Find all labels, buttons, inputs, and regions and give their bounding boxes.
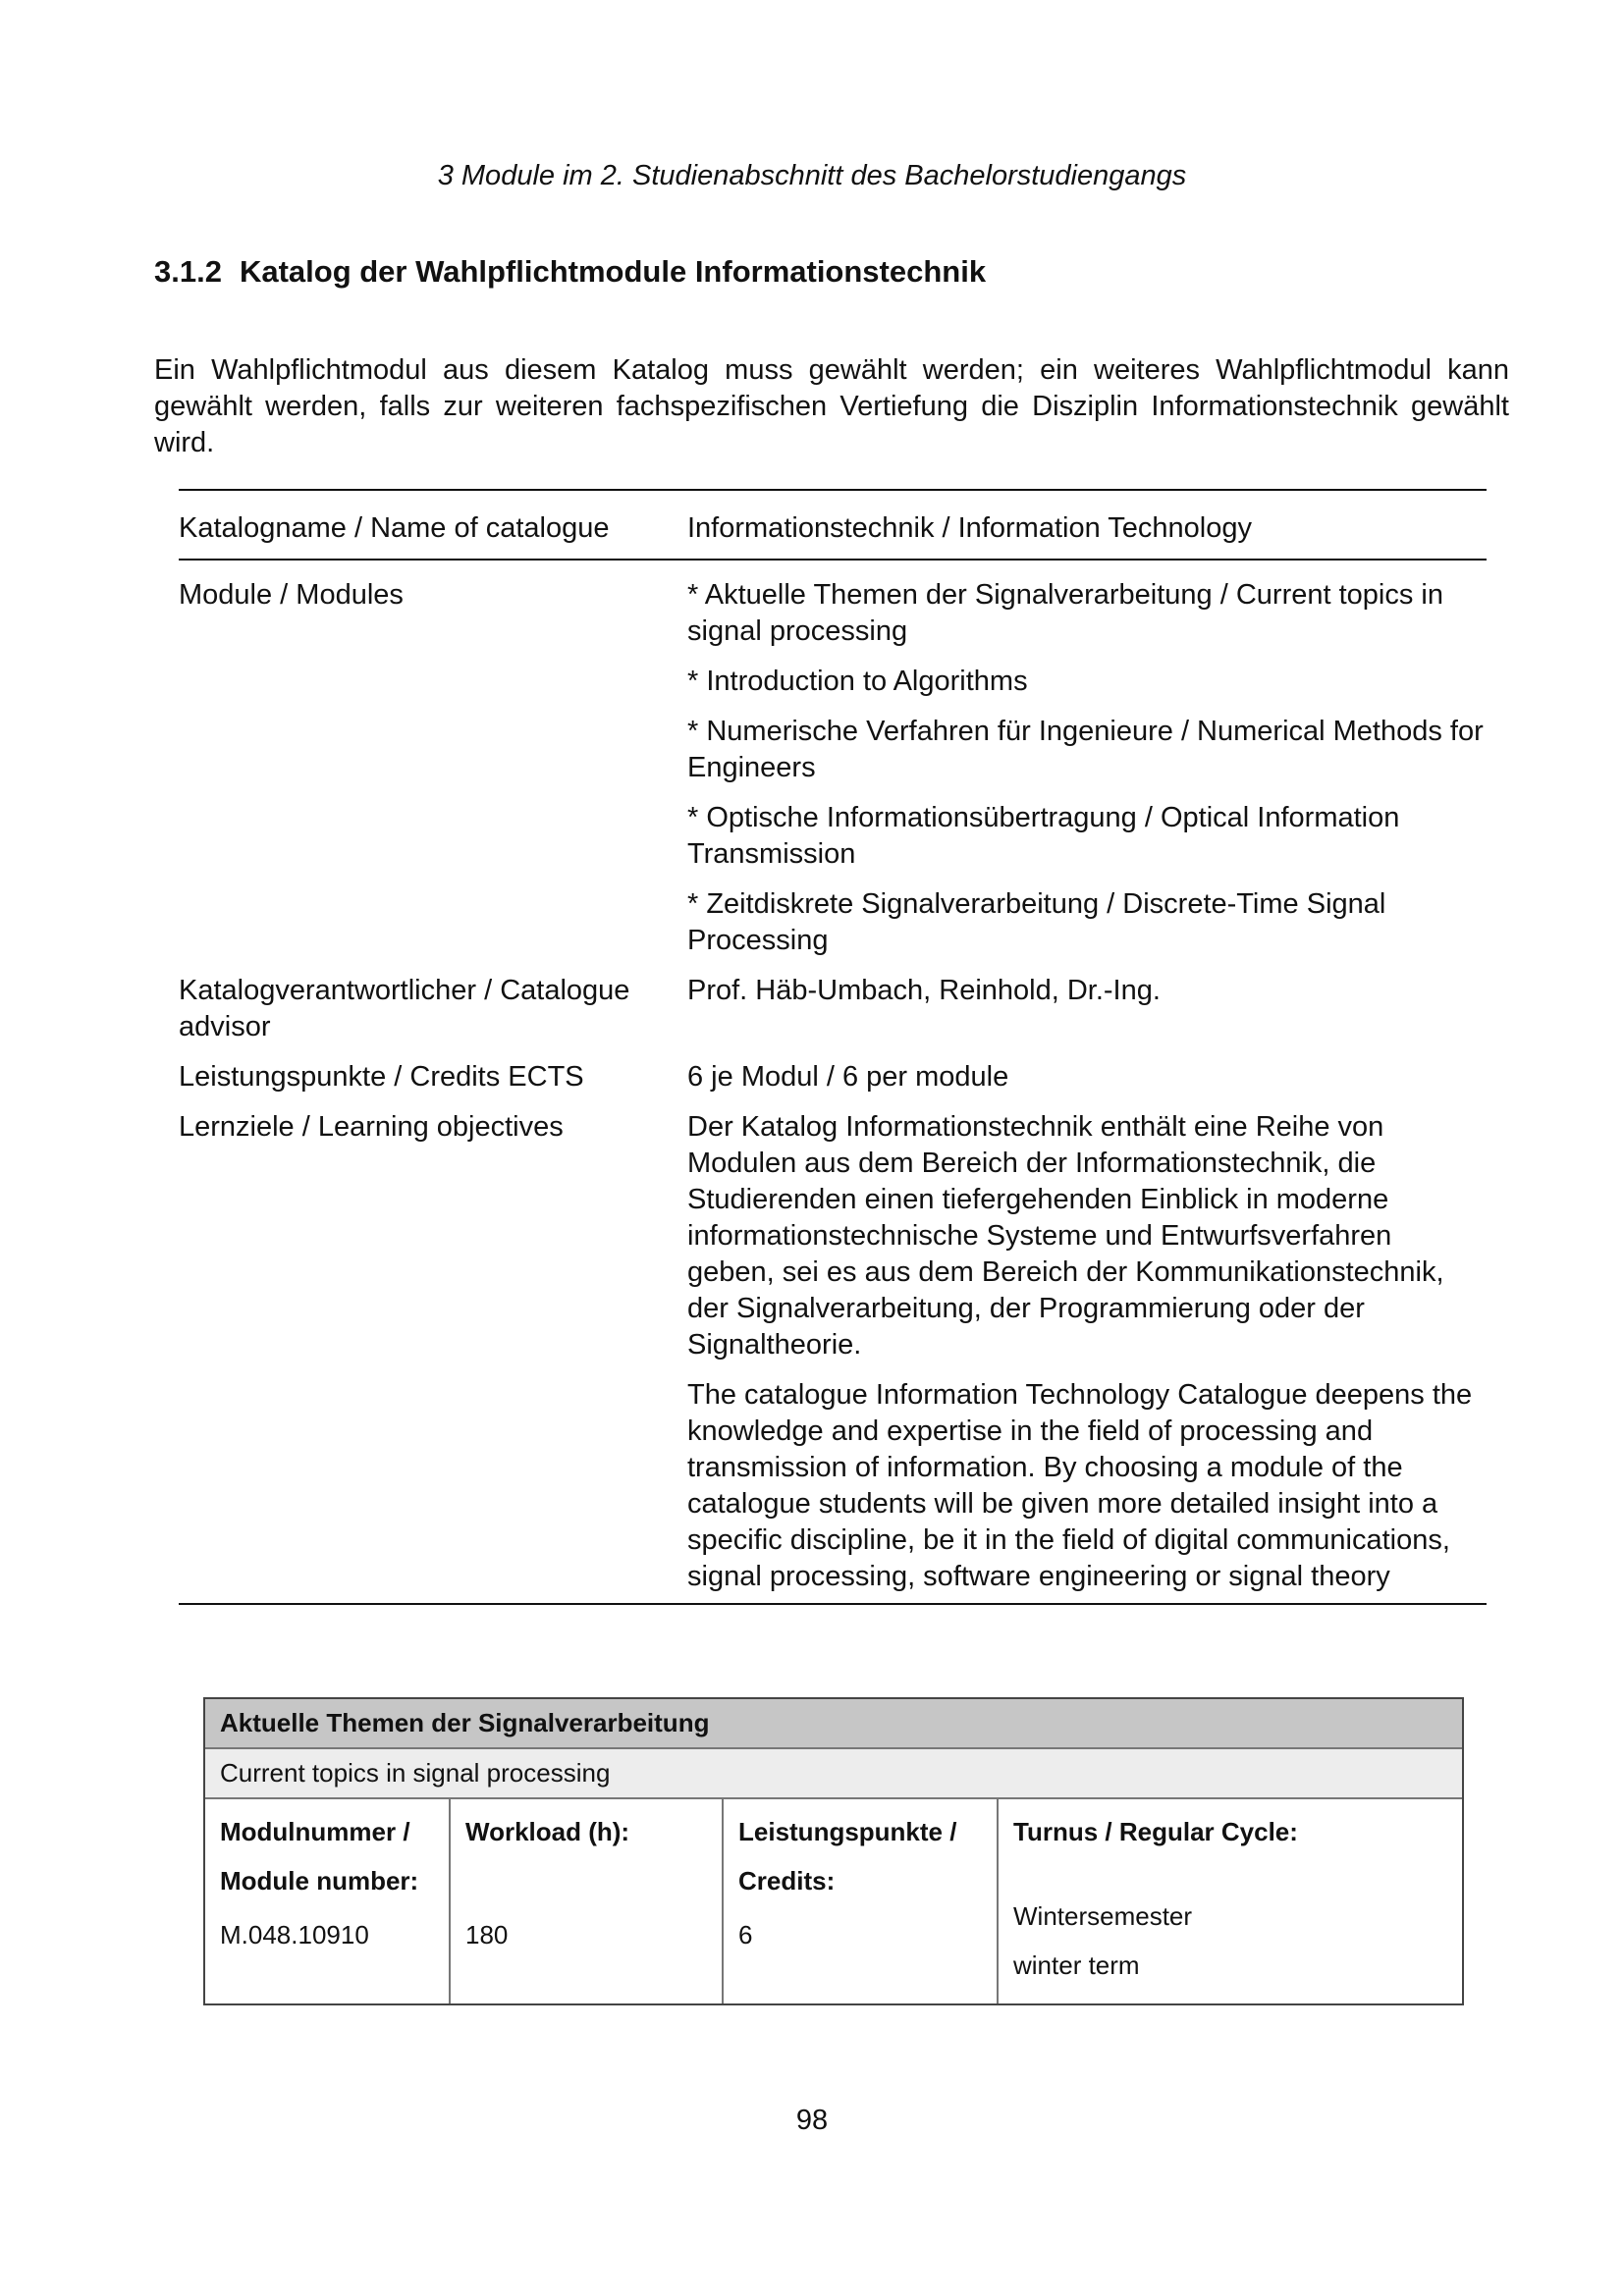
- credits-cell: [724, 1799, 999, 2003]
- credits-label: Leistungspunkte / Credits ECTS: [179, 1061, 584, 1093]
- page-number: 98: [795, 2105, 829, 2136]
- cycle-value-german: Wintersemester: [1013, 1901, 1193, 1931]
- module-number-cell: [205, 1799, 451, 2003]
- module-item: * Zeitdiskrete Signalverarbeitung / Discrete-Time Signal Processing: [687, 888, 1386, 956]
- modules-label: Module / Modules: [179, 579, 404, 611]
- catalog-row-objectives: [179, 1109, 1487, 1603]
- catalog-table: [179, 489, 1487, 1605]
- objectives-value: [687, 1109, 1487, 1595]
- objectives-label: Lernziele / Learning objectives: [179, 1111, 564, 1143]
- module-item: * Optische Informationsübertragung / Optical Information Transmission: [687, 802, 1400, 870]
- objectives-german: Der Katalog Informationstechnik enthält eine Reihe von Modulen aus dem Bereich der Informationstechnik, die Studierenden einen tiefergehenden Einblick in moderne informationstechnische Systeme und Entwurfsverfahren geben, sei es aus dem Bereich der Kommunikationstechnik, der Signalverarbeitung, der Programmierung oder der Signaltheorie.: [687, 1111, 1444, 1361]
- module-number-label-line: Module number:: [220, 1866, 419, 1896]
- module-credits-label-line: Credits:: [738, 1866, 836, 1896]
- module-number-label: [220, 1807, 434, 1905]
- module-item: * Introduction to Algorithms: [687, 666, 1028, 697]
- module-details-row: [205, 1799, 1462, 2003]
- module-item: * Numerische Verfahren für Ingenieure / Numerical Methods for Engineers: [687, 716, 1484, 783]
- workload-label-line: Workload (h):: [465, 1817, 630, 1846]
- module-item: * Aktuelle Themen der Signalverarbeitung / Current topics in signal processing: [687, 579, 1444, 647]
- cycle-label-line: Turnus / Regular Cycle:: [1013, 1817, 1298, 1846]
- catalog-row-advisor: [179, 973, 1487, 1059]
- catalog-name-value: Informationstechnik / Information Technology: [687, 512, 1252, 544]
- section-number: 3.1.2: [154, 254, 222, 289]
- cycle-label: [1013, 1807, 1447, 1905]
- workload-label: [465, 1807, 707, 1905]
- module-title-english: Current topics in signal processing: [205, 1749, 1462, 1799]
- credits-value: 6 je Modul / 6 per module: [687, 1061, 1009, 1093]
- catalog-row-credits: [179, 1059, 1487, 1109]
- module-credits-label-line: Leistungspunkte /: [738, 1817, 957, 1846]
- module-info-box: [203, 1697, 1464, 2005]
- module-credits-label: [738, 1807, 982, 1905]
- module-number-value: M.048.10910: [220, 1920, 369, 1949]
- catalog-name-label: Katalogname / Name of catalogue: [179, 512, 610, 544]
- section-title: Katalog der Wahlpflichtmodule Informationstechnik: [239, 254, 987, 289]
- module-number-label-line: Modulnummer /: [220, 1817, 410, 1846]
- cycle-cell: [999, 1799, 1462, 2003]
- section-heading: [154, 254, 986, 290]
- running-header: 3 Module im 2. Studienabschnitt des Bachelorstudiengangs: [437, 160, 1187, 191]
- catalog-row-modules: [179, 561, 1487, 973]
- modules-list: [687, 577, 1487, 959]
- catalog-header-row: [179, 491, 1487, 561]
- intro-paragraph: Ein Wahlpflichtmodul aus diesem Katalog muss gewählt werden; ein weiteres Wahlpflichtmodul kann gewählt werden, falls zur weiteren fachspezifischen Vertiefung die Disziplin Informationstechnik gewählt wird.: [154, 354, 1509, 458]
- module-title-german: Aktuelle Themen der Signalverarbeitung: [205, 1699, 1462, 1749]
- workload-value: 180: [465, 1920, 509, 1949]
- advisor-value: Prof. Häb-Umbach, Reinhold, Dr.-Ing.: [687, 975, 1161, 1006]
- module-credits-value: 6: [738, 1920, 753, 1949]
- objectives-english: The catalogue Information Technology Catalogue deepens the knowledge and expertise in the field of processing and transmission of information. By choosing a module of the catalogue students will be given more detailed insight into a specific discipline, be it in the field of digital communications, signal processing, software engineering or signal theory: [687, 1379, 1473, 1592]
- advisor-label: Katalogverantwortlicher / Catalogue advisor: [179, 975, 630, 1042]
- workload-cell: [451, 1799, 724, 2003]
- cycle-value-english: winter term: [1013, 1950, 1140, 1980]
- cycle-values: [1013, 1892, 1447, 1990]
